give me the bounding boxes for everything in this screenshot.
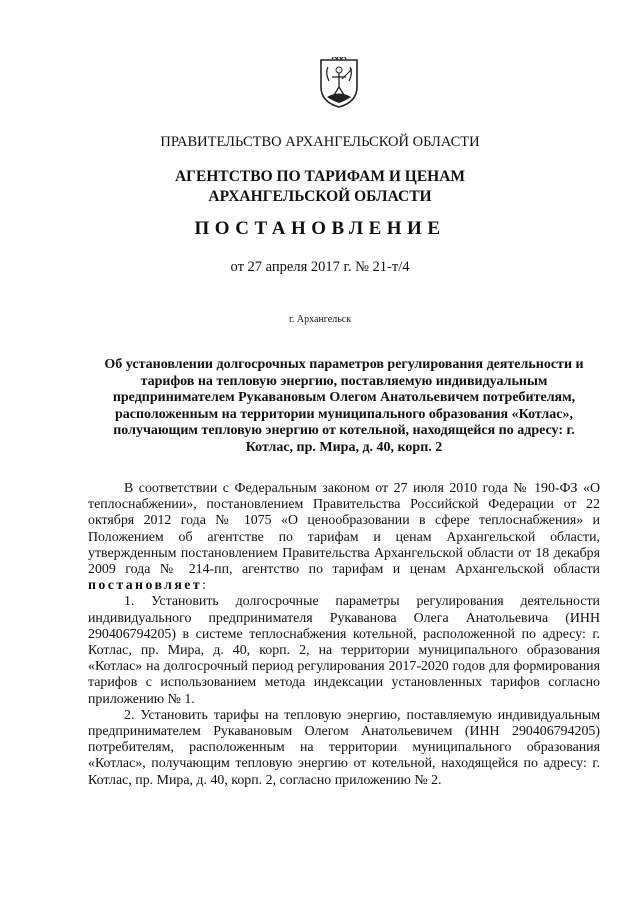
decree-colon: : [202,578,206,594]
agency-name-line1: АГЕНТСТВО ПО ТАРИФАМ И ЦЕНАМ [174,168,466,185]
coat-of-arms-emblem [318,57,360,109]
document-type: ПОСТАНОВЛЕНИЕ [194,218,446,239]
government-name: ПРАВИТЕЛЬСТВО АРХАНГЕЛЬСКОЙ ОБЛАСТИ [160,134,480,150]
item-1-paragraph: 1. Установить долгосрочные параметры регулирования деятельности индивидуального предпринимателя Рукаванова Олега Анатольевича (ИНН 290406794205) в системе теплоснабжения котельной, расположенной по адресу: г. Котлас, пр. Мира, д. 40, корп. 2, на территории муниципального образования «Котлас» на долгосрочный период регулирования 2017-2020 годов для формирования тарифов с использованием метода индексации установленных тарифов согласно приложению № 1. [88,594,600,707]
document-subject: Об установлении долгосрочных параметров регулирования деятельности и тарифов на тепловую энергию, поставляемую индивидуальным предпринимателем Рукавановым Олегом Анатольевичем потребителям, расположенным на территории муниципального образования «Котлас», получающим тепловую энергию от котельной, находящейся по адресу: г. Котлас, пр. Мира, д. 40, корп. 2 [104,357,584,455]
document-body [88,481,600,789]
decree-word: постановляет [88,578,203,594]
item-2-paragraph: 2. Установить тарифы на тепловую энергию, поставляемую индивидуальным предпринимателем Рукавановым Олегом Анатольевичем (ИНН 290406794205) потребителям, расположенным на территории муниципального образования «Котлас», получающим тепловую энергию от котельной, находящейся по адресу: г. Котлас, пр. Мира, д. 40, корп. 2, согласно приложению № 2. [88,707,600,788]
document-city: г. Архангельск [288,314,352,325]
agency-name-line2: АРХАНГЕЛЬСКОЙ ОБЛАСТИ [208,188,432,205]
preamble-text: В соответствии с Федеральным законом от 27 июля 2010 года № 190-ФЗ «О теплоснабжении», постановлением Правительства Российской Федерации от 22 октября 2012 года № 1075 «О ценообразовании в сфере теплоснабжения» и Положением об агентстве по тарифам и ценам Архангельской области, утвержденным постановлением Правительства Архангельской области от 18 декабря 2009 года № 214-пп, агентство по тарифам и ценам Архангельской области [88,481,600,578]
agency-name [0,167,640,207]
preamble-paragraph [88,481,600,594]
document-date-number: от 27 апреля 2017 г. № 21-т/4 [230,259,410,275]
